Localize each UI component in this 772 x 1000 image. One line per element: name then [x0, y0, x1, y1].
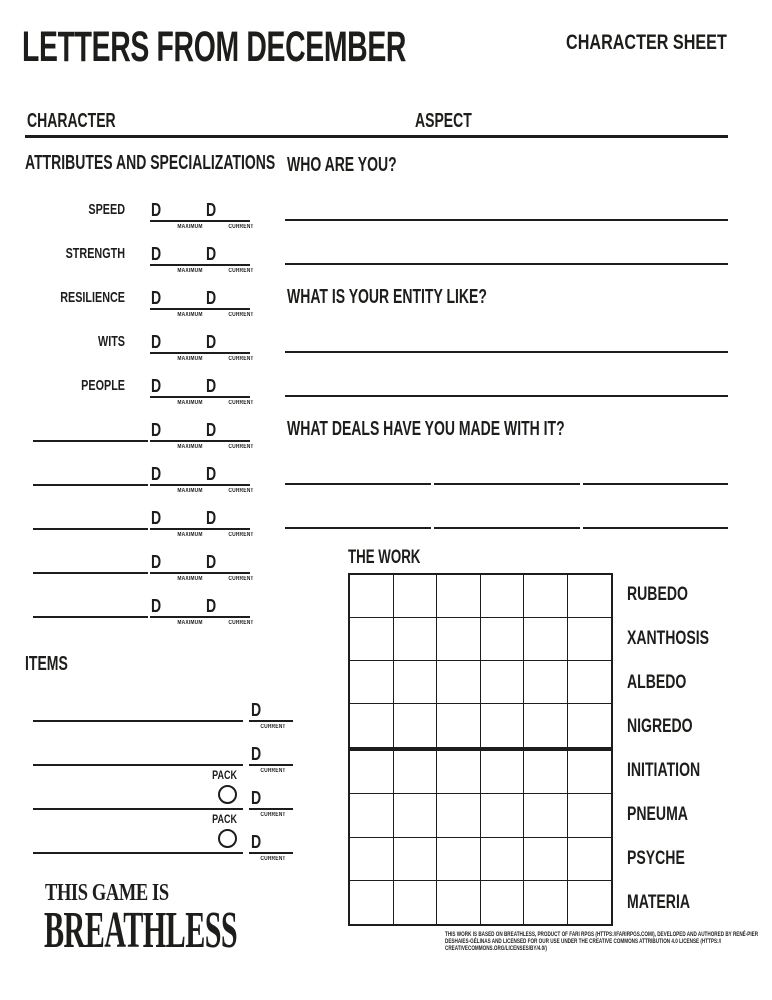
character-aspect-write-line[interactable]	[25, 135, 728, 138]
deals-write-line-2c[interactable]	[583, 527, 728, 529]
current-label: CURRENT	[228, 400, 254, 406]
work-cell[interactable]	[437, 838, 481, 881]
the-work-heading: THE WORK	[348, 547, 421, 568]
work-cell[interactable]	[437, 704, 481, 747]
entity-write-line-1[interactable]	[285, 351, 728, 353]
work-cell[interactable]	[481, 661, 525, 704]
current-label: CURRENT	[228, 576, 254, 582]
items-heading: ITEMS	[25, 653, 68, 675]
die-letter: D	[251, 744, 262, 764]
work-cell[interactable]	[350, 838, 394, 881]
who-are-you-write-line-2[interactable]	[285, 263, 728, 265]
work-cell[interactable]	[394, 618, 438, 661]
specialization-name-write-line[interactable]	[33, 440, 148, 442]
work-cell[interactable]	[350, 661, 394, 704]
die-letter: D	[151, 420, 162, 440]
current-label: CURRENT	[260, 724, 286, 730]
attribute-dice-write-line[interactable]	[150, 308, 250, 310]
attribute-dice-write-line[interactable]	[150, 572, 250, 574]
current-label: CURRENT	[228, 620, 254, 626]
work-cell[interactable]	[350, 618, 394, 661]
work-cell[interactable]	[394, 704, 438, 747]
work-cell[interactable]	[437, 618, 481, 661]
work-row-label-initiation: INITIATION	[627, 760, 701, 781]
work-row-label-pneuma: PNEUMA	[627, 804, 688, 825]
work-cell[interactable]	[568, 575, 612, 618]
work-cell[interactable]	[481, 881, 525, 924]
item-name-write-line[interactable]	[33, 808, 243, 810]
current-label: CURRENT	[260, 768, 286, 774]
attribute-dice-write-line[interactable]	[150, 352, 250, 354]
attribute-dice-write-line[interactable]	[150, 264, 250, 266]
entity-write-line-2[interactable]	[285, 395, 728, 397]
pack-label: PACK	[212, 768, 237, 782]
work-cell[interactable]	[481, 794, 525, 837]
item-die-write-line[interactable]	[249, 764, 293, 766]
specialization-name-write-line[interactable]	[33, 528, 148, 530]
work-cell[interactable]	[568, 661, 612, 704]
work-cell[interactable]	[437, 575, 481, 618]
pack-label: PACK	[212, 812, 237, 826]
work-cell[interactable]	[481, 838, 525, 881]
specialization-name-write-line[interactable]	[33, 616, 148, 618]
who-are-you-write-line-1[interactable]	[285, 219, 728, 221]
license-line: CREATIVECOMMONS.ORG/LICENSES/BY/4.0/)	[445, 945, 547, 953]
work-cell[interactable]	[481, 618, 525, 661]
item-name-write-line[interactable]	[33, 852, 243, 854]
die-letter: D	[251, 700, 262, 720]
die-letter: D	[251, 832, 262, 852]
die-letter: D	[206, 420, 217, 440]
die-letter: D	[151, 596, 162, 616]
attribute-dice-write-line[interactable]	[150, 220, 250, 222]
maximum-label: MAXIMUM	[177, 400, 203, 406]
attribute-label: RESILIENCE	[60, 289, 125, 306]
attribute-label: SPEED	[88, 201, 125, 218]
current-label: CURRENT	[260, 856, 286, 862]
work-cell[interactable]	[568, 794, 612, 837]
die-letter: D	[206, 508, 217, 528]
current-label: CURRENT	[228, 488, 254, 494]
die-letter: D	[151, 288, 162, 308]
current-label: CURRENT	[228, 532, 254, 538]
maximum-label: MAXIMUM	[177, 576, 203, 582]
die-letter: D	[151, 376, 162, 396]
current-label: CURRENT	[228, 312, 254, 318]
work-cell[interactable]	[350, 751, 394, 794]
page-title: LETTERS FROM DECEMBER	[22, 23, 407, 71]
maximum-label: MAXIMUM	[177, 532, 203, 538]
work-cell[interactable]	[437, 794, 481, 837]
work-cell[interactable]	[481, 751, 525, 794]
die-letter: D	[251, 788, 262, 808]
maximum-label: MAXIMUM	[177, 268, 203, 274]
attribute-label: PEOPLE	[81, 377, 125, 394]
work-row-label-albedo: ALBEDO	[627, 672, 687, 693]
character-field-label: CHARACTER	[27, 110, 116, 132]
item-die-write-line[interactable]	[249, 720, 293, 722]
work-cell[interactable]	[524, 661, 568, 704]
work-cell[interactable]	[524, 881, 568, 924]
maximum-label: MAXIMUM	[177, 312, 203, 318]
pack-checkbox-circle[interactable]	[218, 829, 237, 848]
work-row-label-psyche: PSYCHE	[627, 848, 685, 869]
item-name-write-line[interactable]	[33, 764, 243, 766]
deals-write-line-1c[interactable]	[583, 483, 728, 485]
work-cell[interactable]	[524, 751, 568, 794]
work-cell[interactable]	[568, 704, 612, 747]
attribute-dice-write-line[interactable]	[150, 616, 250, 618]
work-cell[interactable]	[524, 618, 568, 661]
work-cell[interactable]	[350, 575, 394, 618]
who-are-you-heading: WHO ARE YOU?	[287, 154, 397, 176]
brand-name: BREATHLESS	[44, 902, 238, 959]
die-letter: D	[206, 376, 217, 396]
work-cell[interactable]	[394, 838, 438, 881]
maximum-label: MAXIMUM	[177, 620, 203, 626]
work-track-lower	[348, 749, 613, 926]
current-label: CURRENT	[228, 356, 254, 362]
attribute-label: WITS	[98, 333, 125, 350]
specialization-name-write-line[interactable]	[33, 572, 148, 574]
work-row-label-materia: MATERIA	[627, 892, 691, 913]
work-cell[interactable]	[394, 661, 438, 704]
work-cell[interactable]	[437, 661, 481, 704]
work-cell[interactable]	[568, 618, 612, 661]
die-letter: D	[151, 244, 162, 264]
die-letter: D	[206, 552, 217, 572]
attributes-heading: ATTRIBUTES AND SPECIALIZATIONS	[25, 152, 276, 174]
work-cell[interactable]	[481, 575, 525, 618]
die-letter: D	[151, 508, 162, 528]
attribute-dice-write-line[interactable]	[150, 528, 250, 530]
work-cell[interactable]	[350, 794, 394, 837]
die-letter: D	[206, 596, 217, 616]
item-die-write-line[interactable]	[249, 808, 293, 810]
work-row-label-rubedo: RUBEDO	[627, 584, 688, 605]
work-cell[interactable]	[437, 751, 481, 794]
aspect-field-label: ASPECT	[415, 110, 472, 132]
item-name-write-line[interactable]	[33, 720, 243, 722]
license-line: THIS WORK IS BASED ON BREATHLESS, PRODUCT OF FARI RPGS (HTTPS://FARIRPGS.COM/), DEVELOPED AND AUTHORED BY RENÉ-PIER	[445, 931, 759, 938]
die-letter: D	[151, 200, 162, 220]
license-line: DESHAIES-GÉLINAS AND LICENSED FOR OUR USE UNDER THE CREATIVE COMMONS ATTRIBUTION 4.0 LICENSE (HTTPS://	[445, 938, 722, 946]
current-label: CURRENT	[260, 812, 286, 818]
work-cell[interactable]	[350, 881, 394, 924]
work-cell[interactable]	[568, 838, 612, 881]
work-row-label-nigredo: NIGREDO	[627, 716, 693, 737]
current-label: CURRENT	[228, 224, 254, 230]
die-letter: D	[206, 332, 217, 352]
die-letter: D	[151, 332, 162, 352]
work-cell[interactable]	[394, 751, 438, 794]
attribute-dice-write-line[interactable]	[150, 484, 250, 486]
work-cell[interactable]	[350, 704, 394, 747]
sheet-type-label: CHARACTER SHEET	[566, 31, 727, 54]
work-cell[interactable]	[394, 881, 438, 924]
license-text	[445, 931, 758, 953]
work-cell[interactable]	[394, 794, 438, 837]
die-letter: D	[206, 288, 217, 308]
die-letter: D	[206, 464, 217, 484]
attribute-dice-write-line[interactable]	[150, 396, 250, 398]
deals-heading: WHAT DEALS HAVE YOU MADE WITH IT?	[287, 418, 565, 440]
die-letter: D	[206, 200, 217, 220]
maximum-label: MAXIMUM	[177, 356, 203, 362]
deals-write-line-2b[interactable]	[434, 527, 580, 529]
die-letter: D	[151, 552, 162, 572]
entity-heading: WHAT IS YOUR ENTITY LIKE?	[287, 286, 487, 308]
die-letter: D	[206, 244, 217, 264]
work-cell[interactable]	[524, 704, 568, 747]
work-cell[interactable]	[568, 751, 612, 794]
attribute-dice-write-line[interactable]	[150, 440, 250, 442]
work-cell[interactable]	[524, 794, 568, 837]
maximum-label: MAXIMUM	[177, 444, 203, 450]
maximum-label: MAXIMUM	[177, 488, 203, 494]
deals-write-line-1b[interactable]	[434, 483, 580, 485]
pack-checkbox-circle[interactable]	[218, 785, 237, 804]
work-cell[interactable]	[481, 704, 525, 747]
work-cell[interactable]	[524, 838, 568, 881]
item-die-write-line[interactable]	[249, 852, 293, 854]
current-label: CURRENT	[228, 268, 254, 274]
deals-write-line-1a[interactable]	[285, 483, 431, 485]
work-cell[interactable]	[524, 575, 568, 618]
specialization-name-write-line[interactable]	[33, 484, 148, 486]
attribute-label: STRENGTH	[65, 245, 125, 262]
work-track-upper	[348, 573, 613, 749]
work-cell[interactable]	[568, 881, 612, 924]
deals-write-line-2a[interactable]	[285, 527, 431, 529]
work-cell[interactable]	[394, 575, 438, 618]
maximum-label: MAXIMUM	[177, 224, 203, 230]
work-row-label-xanthosis: XANTHOSIS	[627, 628, 710, 649]
work-cell[interactable]	[437, 881, 481, 924]
die-letter: D	[151, 464, 162, 484]
brand-tagline: THIS GAME IS	[45, 880, 169, 906]
current-label: CURRENT	[228, 444, 254, 450]
